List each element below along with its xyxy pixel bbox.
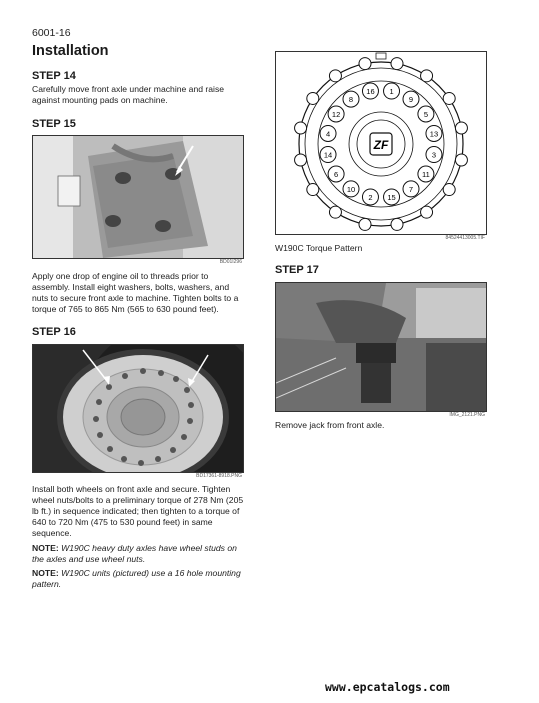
section-title: Installation [32,43,109,59]
step-16-heading: STEP 16 [32,326,76,338]
page-number: 6001-16 [32,27,71,39]
sequence-number: 2 [368,192,373,202]
axle-mounting-photo [32,135,244,259]
sequence-number: 16 [366,87,375,97]
step-14-text: Carefully move front axle under machine and raise against mounting pads on machine. [32,84,225,105]
step-16-text: Install both wheels on front axle and secure. Tighten wheel nuts/bolts to a preliminary torque of 278 Nm (205 lb ft.) in sequence indicated; then tighten to a torque of 640 to 720 Nm (475 to 530 pound feet) in same sequence. [32,484,244,538]
outer-bolt [295,154,307,166]
sequence-number: 12 [331,109,341,119]
axle-mounting-illustration [33,136,243,258]
step-16-image-id: BD17361-8918.PNG [196,473,242,479]
sequence-number: 1 [389,87,394,97]
outer-bolt [329,70,341,82]
torque-pattern-diagram [275,51,487,235]
outer-bolt [307,184,319,196]
outer-bolt [455,122,467,134]
step-15-image-id: BD01I296 [219,259,242,265]
torque-pattern-image-id: 84524413005.TIF [445,235,485,241]
outer-bolt [359,58,371,70]
sequence-number: 11 [422,170,430,180]
sequence-number: 9 [408,95,414,105]
note-hole-pattern [32,568,244,590]
step-17-heading: STEP 17 [275,264,319,276]
sequence-number: 6 [334,170,339,180]
sequence-number: 15 [387,192,396,202]
outer-bolt [443,184,455,196]
sequence-number: 7 [408,184,414,194]
outer-bolt [307,92,319,104]
step-15-heading: STEP 15 [32,118,76,130]
sequence-number: 8 [348,95,354,105]
sequence-number: 3 [431,150,437,160]
sequence-number: 10 [346,184,356,194]
sequence-number: 5 [423,109,428,119]
jack-removal-photo [275,282,487,412]
note-heavy-duty-axles [32,543,244,565]
sequence-number: 4 [325,129,331,139]
outer-bolt [391,218,403,230]
step-15-text: Apply one drop of engine oil to threads prior to assembly. Install eight washers, bolts, washers, and nuts to secure front axle to machine. Tighten bolts to a torque of 765 to 865 Nm (565 to 630 pound feet). [32,271,239,314]
outer-bolt [391,58,403,70]
outer-bolt [359,218,371,230]
outer-bolt [329,206,341,218]
sequence-number: 13 [429,129,439,139]
note-text: W190C heavy duty axles have wheel studs on the axles and use wheel nuts. [32,543,237,564]
step-17-image-id: IMG_2121.PNG [449,412,485,418]
outer-bolt [295,122,307,134]
note-label: NOTE: [32,543,59,553]
wheel-photo [32,344,244,473]
note-text: W190C units (pictured) use a 16 hole mounting pattern. [32,568,241,589]
outer-bolt [421,206,433,218]
sequence-number: 14 [323,150,333,160]
outer-bolt [421,70,433,82]
zf-logo: ZF [373,138,389,152]
outer-bolt [455,154,467,166]
outer-bolt [443,92,455,104]
wheel-illustration [33,345,243,472]
torque-pattern-illustration [276,52,486,234]
step-17-text: Remove jack from front axle. [275,420,385,430]
footer-url[interactable]: www.epcatalogs.com [325,680,450,694]
note-label: NOTE: [32,568,59,578]
torque-pattern-caption: W190C Torque Pattern [275,243,363,253]
jack-removal-illustration [276,283,486,411]
step-14-heading: STEP 14 [32,70,76,82]
